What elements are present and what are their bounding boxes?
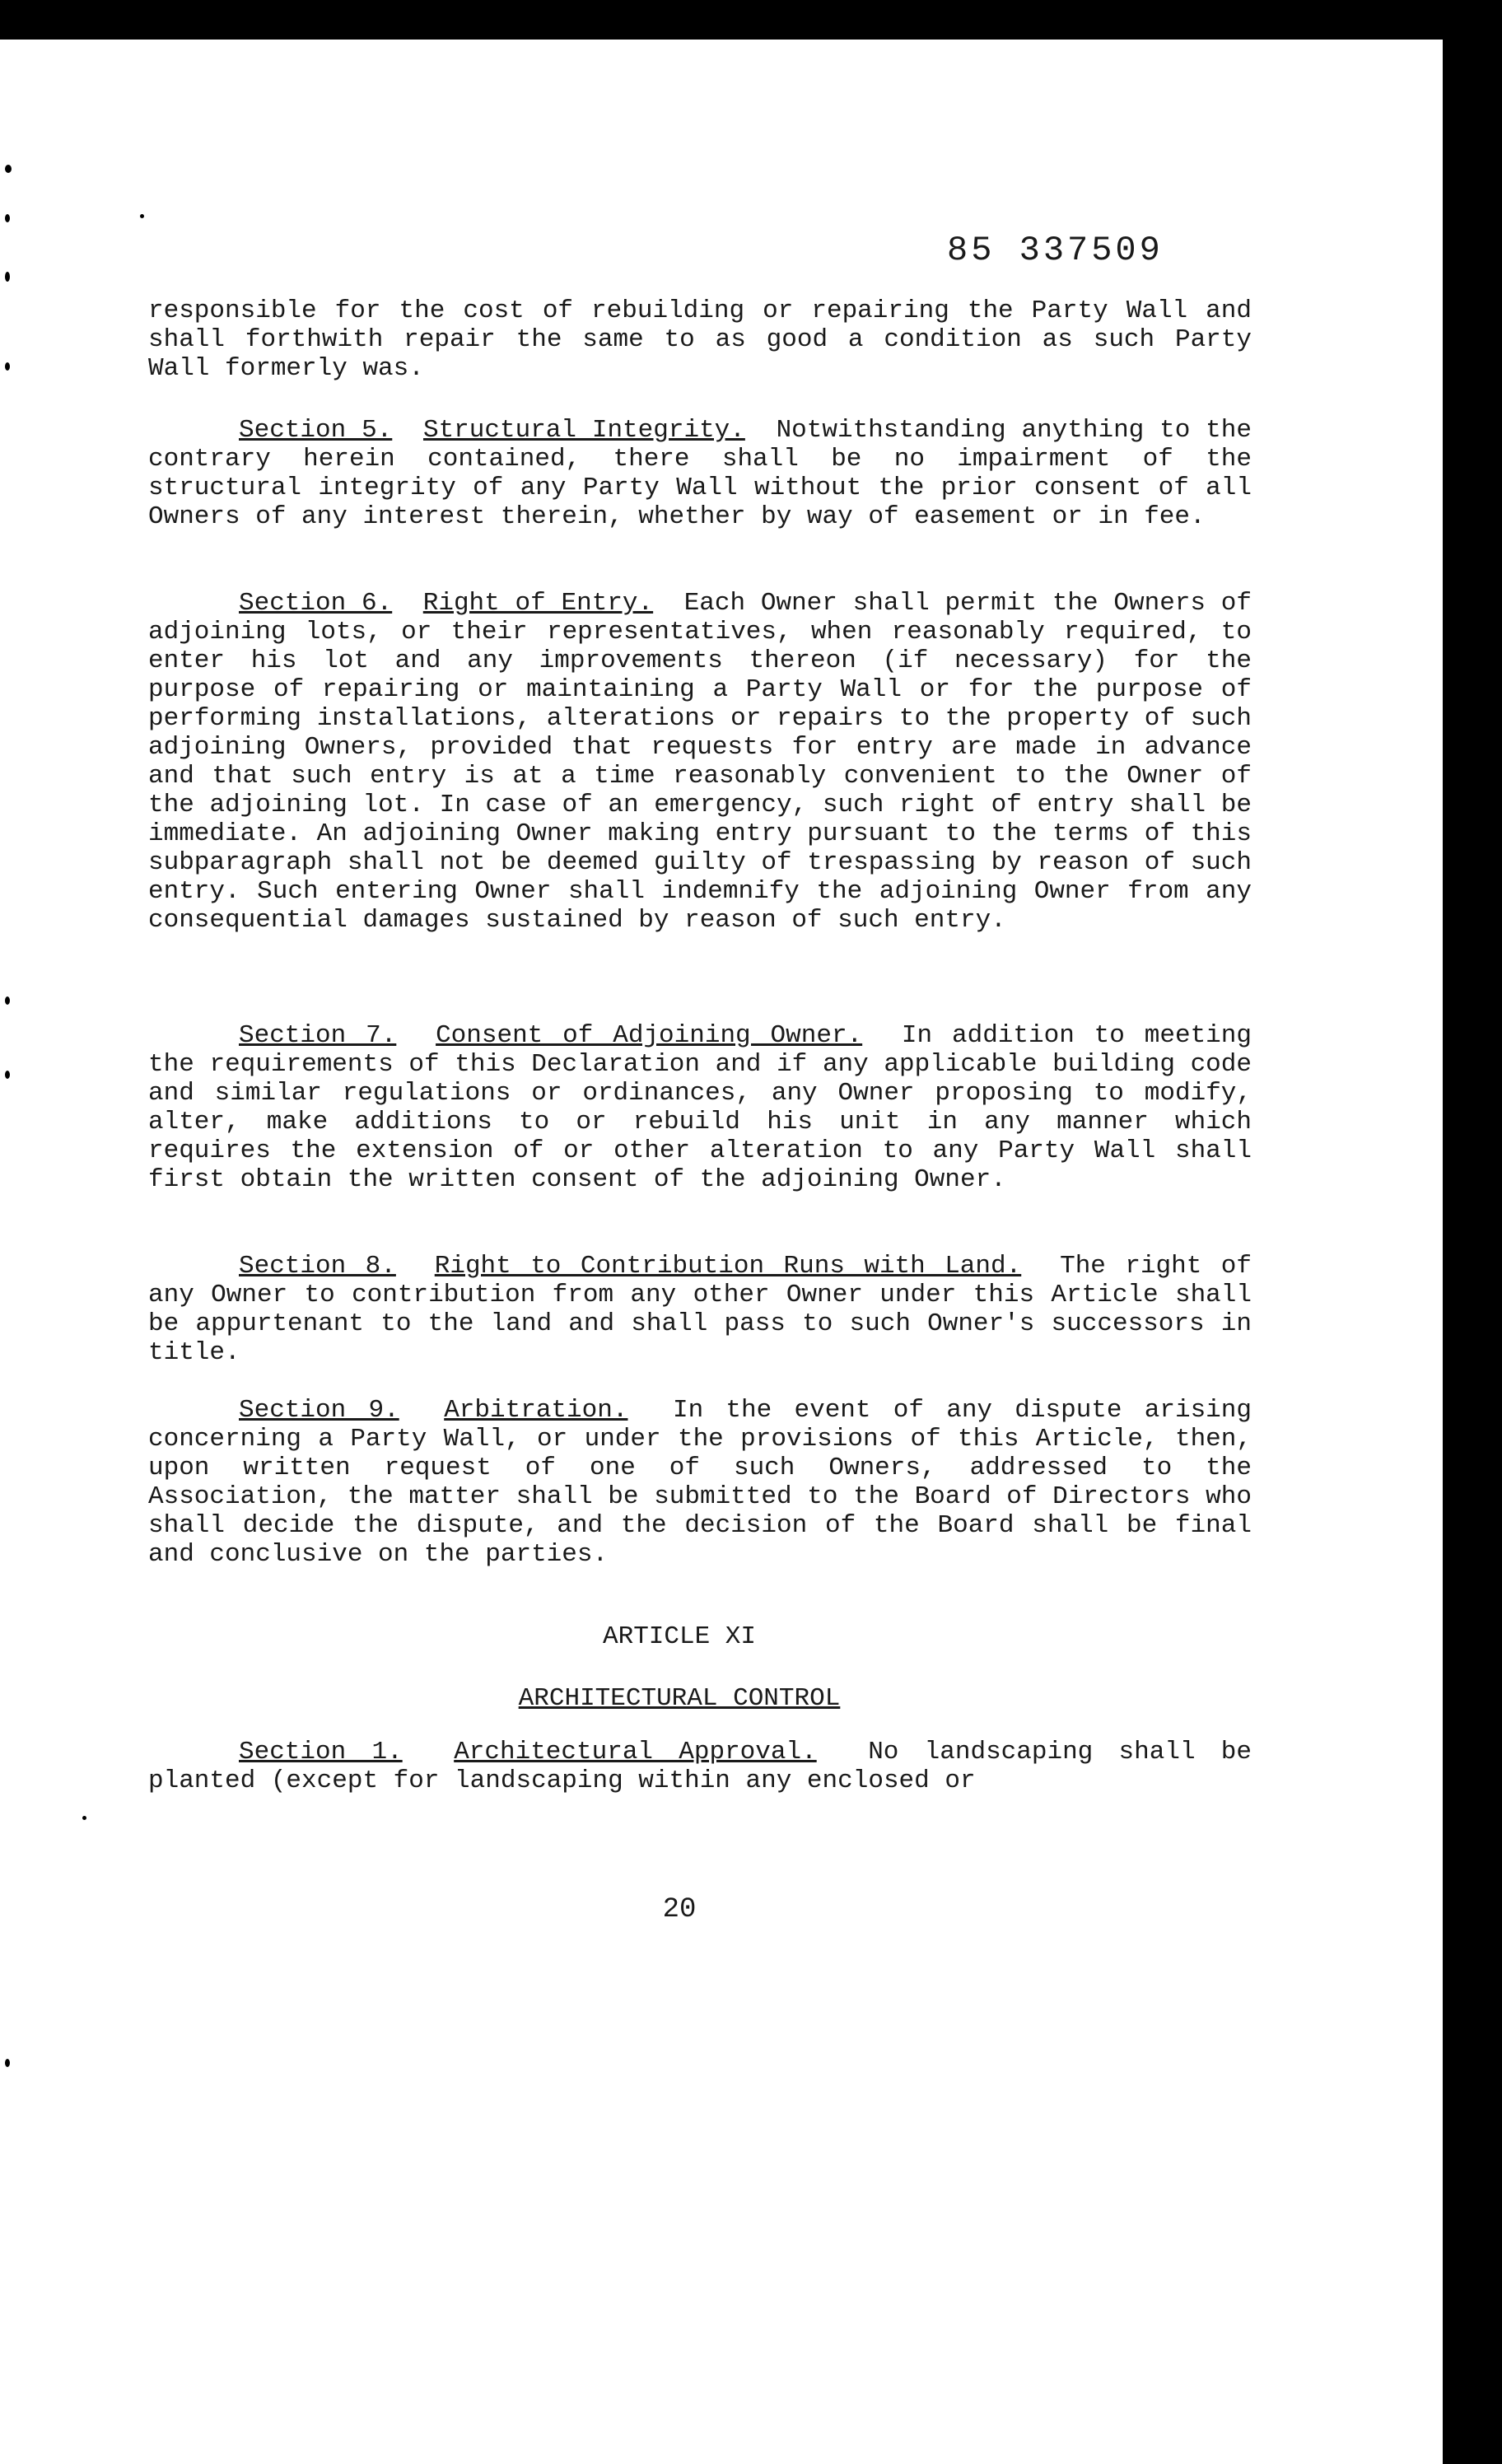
scan-speck (5, 2059, 10, 2067)
section-7-title: Consent of Adjoining Owner. (436, 1021, 863, 1050)
scan-speck (140, 214, 144, 218)
section-8-body: The right of any Owner to contribution from any other Owner under this Article shall be appurtenant to the land and shall pass to such Owner's successors in title. (148, 1252, 1252, 1367)
article-section-1-label: Section 1. (239, 1738, 403, 1766)
section-7-body: In addition to meeting the requirements of this Declaration and if any applicable building code and similar regulations or ordinances, any Owner proposing to modify, alter, make additions to or rebuild his unit in any manner which requires the extension of or other alteration to any Party Wall shall first obtain the written consent of the adjoining Owner. (148, 1021, 1252, 1194)
scan-speck (82, 1816, 86, 1820)
section-5-body: Notwithstanding anything to the contrary herein contained, there shall be no impairment of the structural integrity of any Party Wall without the prior consent of all Owners of any interest therein, whether by way of easement or in fee. (148, 416, 1252, 531)
scan-speck (5, 272, 10, 282)
section-6-body: Each Owner shall permit the Owners of adjoining lots, or their representatives, when reasonably required, to enter his lot and any improvements thereon (if necessary) for the purpose of repairing or maintaining a Party Wall or for the purpose of performing installations, alterations or repairs to the property of such adjoining Owners, provided that requests for entry are made in advance and that such entry is at a time reasonably convenient to the Owner of the adjoining lot. In case of an emergency, such right of entry shall be immediate. An adjoining Owner making entry pursuant to the terms of this subparagraph shall not be deemed guilty of trespassing by reason of such entry. Such entering Owner shall indemnify the adjoining Owner from any consequential damages sustained by reason of such entry. (148, 589, 1252, 935)
article-title: ARCHITECTURAL CONTROL (518, 1684, 841, 1713)
section-9-body: In the event of any dispute arising concerning a Party Wall, or under the provisions of this Article, then, upon written request of one of such Owners, addressed to the Association, the matter shall be submitted to the Board of Directors who shall decide the dispute, and the decision of the Board shall be final and conclusive on the parties. (148, 1396, 1252, 1569)
section-5-title: Structural Integrity. (422, 416, 745, 445)
scan-speck (5, 214, 10, 222)
section-5-paragraph (148, 416, 1252, 531)
scan-border (1443, 0, 1502, 2464)
section-6-label: Section 6. (239, 589, 393, 618)
section-9-label: Section 9. (239, 1396, 399, 1425)
continuation-paragraph (148, 296, 1252, 383)
article-number: ARTICLE XI (602, 1622, 757, 1651)
section-8-title: Right to Contribution Runs with Land. (434, 1252, 1022, 1281)
section-7-label: Section 7. (239, 1021, 397, 1050)
scan-speck (5, 996, 10, 1005)
section-6-title: Right of Entry. (422, 589, 654, 618)
page-number: 20 (662, 1894, 697, 1925)
document-number: 85 337509 (947, 231, 1164, 270)
section-8-paragraph (148, 1252, 1252, 1367)
scan-speck (741, 12, 748, 18)
section-6-paragraph (148, 589, 1252, 935)
continuation-text: responsible for the cost of rebuilding or repairing the Party Wall and shall forthwith repair the same to as good a condition as such Party Wall formerly was. (148, 296, 1252, 383)
scan-speck (5, 1071, 10, 1079)
article-section-1-paragraph (148, 1738, 1252, 1795)
section-7-paragraph (148, 1021, 1252, 1194)
section-9-title: Arbitration. (444, 1396, 628, 1425)
article-section-1-title: Architectural Approval. (454, 1738, 817, 1766)
article-section-1-body: No landscaping shall be planted (except for landscaping within any enclosed or (148, 1738, 1252, 1795)
section-5-label: Section 5. (239, 416, 393, 445)
scan-speck (5, 165, 12, 173)
section-8-label: Section 8. (239, 1252, 396, 1281)
scan-speck (527, 8, 535, 16)
section-9-paragraph (148, 1396, 1252, 1569)
scan-speck (5, 362, 10, 371)
